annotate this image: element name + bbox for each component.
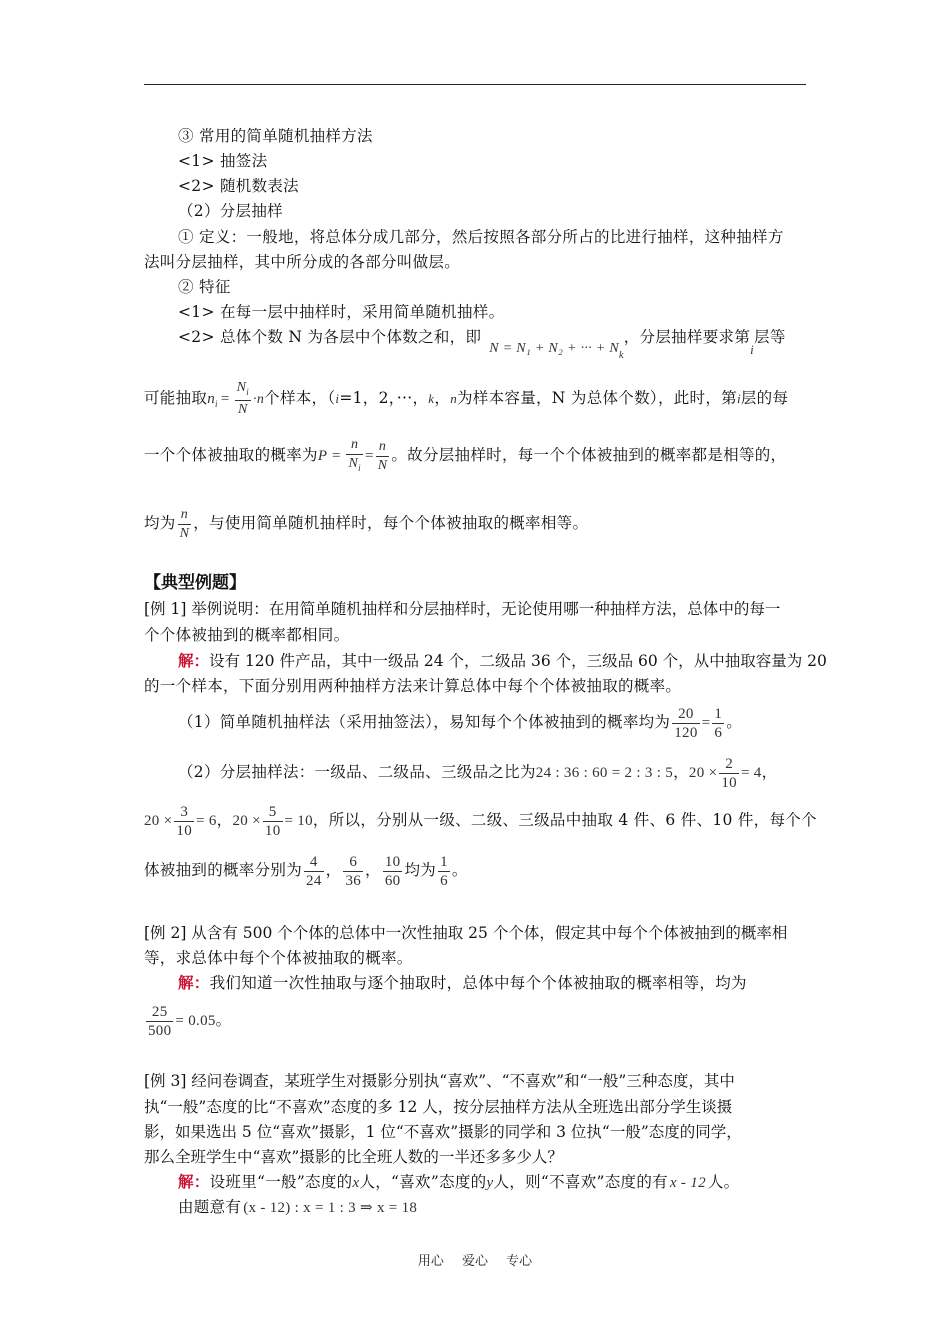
math-run: 20 × bbox=[688, 765, 718, 781]
text-line: <2> 随机数表法 bbox=[178, 177, 299, 195]
denominator: 36 bbox=[345, 872, 362, 889]
text-line: [例 2] 从含有 500 个个体的总体中一次性抽取 25 个个体，假定其中每个个体被抽到的概率相 bbox=[144, 924, 788, 942]
math-run: y bbox=[486, 1175, 494, 1191]
denominator: N bbox=[235, 400, 251, 419]
math-run: = 4 bbox=[740, 765, 762, 781]
numerator: 1 bbox=[440, 853, 448, 870]
header-rule bbox=[144, 84, 806, 85]
fraction bbox=[343, 853, 363, 890]
fraction bbox=[346, 436, 362, 477]
numerator: N bbox=[236, 379, 247, 395]
text-line bbox=[178, 1171, 739, 1194]
math-run: i bbox=[750, 342, 755, 357]
solution-label: 解： bbox=[178, 651, 210, 670]
formula-line bbox=[144, 800, 817, 841]
text-run: ， bbox=[761, 763, 778, 781]
text-run: ，与使用简单随机抽样时，每个个体被抽取的概率相等。 bbox=[193, 514, 589, 532]
numerator: 25 bbox=[151, 1003, 168, 1020]
text-line: <1> 在每一层中抽样时，采用简单随机抽样。 bbox=[178, 303, 505, 321]
math-subscript: k bbox=[618, 350, 624, 362]
math-run: (x - 12) : x = 1 : 3 ⇒ x = 18 bbox=[243, 1200, 418, 1216]
math-run: 24 : 36 : 60 = 2 : 3 : 5 bbox=[535, 765, 674, 781]
text-run: ， bbox=[325, 861, 342, 879]
fraction bbox=[235, 379, 251, 420]
denominator: 10 bbox=[721, 774, 737, 791]
text-run: ， bbox=[434, 389, 451, 407]
text-line: ① 定义：一般地，将总体分成几部分，然后按照各部分所占的比进行抽样，这种抽样方 bbox=[178, 228, 784, 246]
text-line: [例 1] 举例说明：在用简单随机抽样和分层抽样时，无论使用哪一种抽样方法，总体中的每一 bbox=[144, 600, 781, 618]
denominator: 10 bbox=[176, 822, 193, 839]
fraction bbox=[174, 803, 194, 840]
text-line: 的一个样本，下面分别用两种抽样方法来计算总体中每个个体被抽取的概率。 bbox=[144, 677, 682, 695]
section-heading: 【典型例题】 bbox=[144, 573, 246, 593]
formula-line bbox=[144, 998, 231, 1043]
text-run: 均为 bbox=[144, 514, 176, 532]
math-run: 20 × bbox=[144, 813, 173, 829]
fraction bbox=[263, 803, 283, 840]
text-run: ， bbox=[216, 811, 233, 829]
math-run: n bbox=[207, 391, 216, 407]
text-run: ，分层抽样要求第 bbox=[623, 328, 751, 346]
numerator: 4 bbox=[309, 853, 318, 870]
fraction bbox=[438, 853, 450, 890]
denominator: 6 bbox=[440, 872, 448, 889]
fraction bbox=[383, 853, 403, 890]
text-line: ② 特征 bbox=[178, 278, 231, 296]
numerator: 10 bbox=[384, 853, 401, 870]
fraction bbox=[304, 853, 324, 890]
text-run: 。故分层抽样时，每一个个体被抽到的概率都是相等的， bbox=[391, 446, 787, 464]
denominator: 6 bbox=[714, 724, 723, 741]
math-run: i bbox=[736, 391, 741, 406]
text-run: 一个个体被抽取的概率为 bbox=[144, 446, 318, 464]
text-line: 执“一般”态度的比“不喜欢”态度的多 12 人，按分层抽样方法从全班选出部分学生谈摄 bbox=[144, 1098, 733, 1116]
denominator: N bbox=[348, 455, 359, 471]
numerator: 5 bbox=[268, 803, 277, 820]
fraction bbox=[376, 438, 390, 475]
math-subscript: i bbox=[215, 399, 218, 410]
fraction bbox=[712, 705, 724, 742]
text-run: 由题意有 bbox=[178, 1198, 242, 1216]
text-run: 。 bbox=[451, 861, 468, 879]
numerator: n bbox=[378, 438, 387, 454]
denominator: 120 bbox=[674, 724, 698, 741]
denominator: 60 bbox=[384, 872, 401, 889]
math-run: x - 12 bbox=[669, 1175, 706, 1191]
fraction bbox=[719, 755, 739, 792]
math-run: = 10 bbox=[284, 813, 313, 829]
text-line: （2）分层抽样 bbox=[178, 202, 283, 220]
text-run: 层等 bbox=[754, 328, 786, 346]
text-run: 人，则“不喜欢”态度的有 bbox=[493, 1173, 668, 1191]
text-run: 个样本，（ bbox=[264, 389, 336, 407]
numerator: 6 bbox=[349, 853, 358, 870]
math-run: 20 × bbox=[232, 813, 261, 829]
text-line bbox=[178, 972, 747, 994]
numerator: 2 bbox=[725, 755, 734, 772]
numerator: n bbox=[180, 506, 189, 522]
text-run: 人，“喜欢”态度的 bbox=[359, 1173, 487, 1191]
text-run: 为样本容量，N 为总体个数），此时，第 bbox=[457, 389, 737, 407]
text-run: 体被抽到的概率分别为 bbox=[144, 861, 303, 879]
denominator: N bbox=[377, 457, 388, 473]
solution-label: 解： bbox=[178, 973, 210, 992]
fraction bbox=[146, 1003, 173, 1040]
denominator: 500 bbox=[148, 1022, 172, 1039]
formula-line bbox=[144, 378, 788, 424]
math-run: = bbox=[701, 715, 711, 731]
numerator: 20 bbox=[678, 705, 694, 722]
text-run: <2> 总体个数 N 为各层中个体数之和，即 bbox=[178, 328, 482, 346]
text-run: 。 bbox=[215, 1011, 232, 1029]
text-line: <1> 抽签法 bbox=[178, 152, 268, 170]
text-run: （1）简单随机抽样法（采用抽签法），易知每个个体被抽到的概率均为 bbox=[178, 713, 671, 731]
text-line: 法叫分层抽样，其中所分成的各部分叫做层。 bbox=[144, 253, 461, 271]
denominator-subscript: i bbox=[358, 462, 361, 473]
text-run: 设有 120 件产品，其中一级品 24 个，二级品 36 个，三级品 60 个，从中抽取容量为 20 bbox=[209, 652, 827, 670]
numerator: n bbox=[351, 436, 359, 452]
page-footer: 用心 爱心 专心 bbox=[417, 1254, 533, 1269]
text-run: =1，2，···， bbox=[339, 389, 429, 407]
text-line: ③ 常用的简单随机抽样方法 bbox=[178, 127, 373, 145]
text-run: 可能抽取 bbox=[144, 389, 208, 407]
formula-line bbox=[178, 702, 742, 743]
text-line bbox=[178, 650, 827, 672]
math-run: = bbox=[364, 448, 374, 464]
text-line: [例 3] 经问卷调查，某班学生对摄影分别执“喜欢”、“不喜欢”和“一般”三种态度，其中 bbox=[144, 1072, 735, 1090]
numerator: 3 bbox=[180, 803, 189, 820]
math-run: = 0.05 bbox=[175, 1013, 216, 1029]
numerator-subscript: i bbox=[246, 386, 250, 397]
formula-line bbox=[144, 850, 468, 890]
text-run: （2）分层抽样法：一级品、二级品、三级品之比为 bbox=[178, 763, 536, 781]
denominator: N bbox=[179, 525, 190, 541]
text-run: 层的每 bbox=[740, 389, 789, 407]
formula-line bbox=[178, 752, 777, 793]
formula-line bbox=[144, 503, 588, 543]
denominator: 10 bbox=[264, 822, 281, 839]
math-run: N = N₁ + N₂ + ··· + N bbox=[489, 341, 619, 356]
text-run: 我们知道一次性抽取与逐个抽取时，总体中每个个体被抽取的概率相等，均为 bbox=[209, 974, 747, 992]
denominator: 24 bbox=[306, 872, 322, 889]
math-run: P = bbox=[317, 448, 342, 464]
solution-label: 解： bbox=[178, 1172, 210, 1191]
math-run: k bbox=[428, 391, 435, 406]
text-run: 人。 bbox=[707, 1173, 740, 1191]
text-run: 均为 bbox=[404, 861, 437, 879]
math-run: n bbox=[450, 391, 457, 406]
math-run: i bbox=[335, 391, 340, 406]
text-run: ， bbox=[365, 861, 381, 879]
text-line: 个个体被抽到的概率都相同。 bbox=[144, 626, 350, 644]
formula-line bbox=[178, 326, 786, 362]
numerator: 1 bbox=[714, 705, 723, 722]
text-line bbox=[178, 1196, 417, 1219]
text-run: ， bbox=[673, 763, 689, 781]
text-run: 设班里“一般”态度的 bbox=[209, 1173, 353, 1191]
text-run: ，所以，分别从一级、二级、三级品中抽取 4 件、6 件、10 件，每个个 bbox=[312, 811, 817, 829]
text-line: 那么全班学生中“喜欢”摄影的比全班人数的一半还多多少人？ bbox=[144, 1148, 563, 1166]
math-run: ·n bbox=[253, 392, 265, 407]
fraction bbox=[672, 705, 699, 742]
math-run: x bbox=[352, 1175, 360, 1191]
math-run: = 6 bbox=[196, 813, 217, 829]
math-run: = bbox=[220, 391, 230, 407]
formula-line bbox=[144, 435, 786, 476]
text-run: 。 bbox=[726, 713, 743, 731]
text-line: 影，如果选出 5 位“喜欢”摄影，1 位“不喜欢”摄影的同学和 3 位执“一般”态度的同学， bbox=[144, 1123, 742, 1141]
text-line: 等，求总体中每个个体被抽取的概率。 bbox=[144, 949, 413, 967]
fraction bbox=[178, 506, 192, 543]
